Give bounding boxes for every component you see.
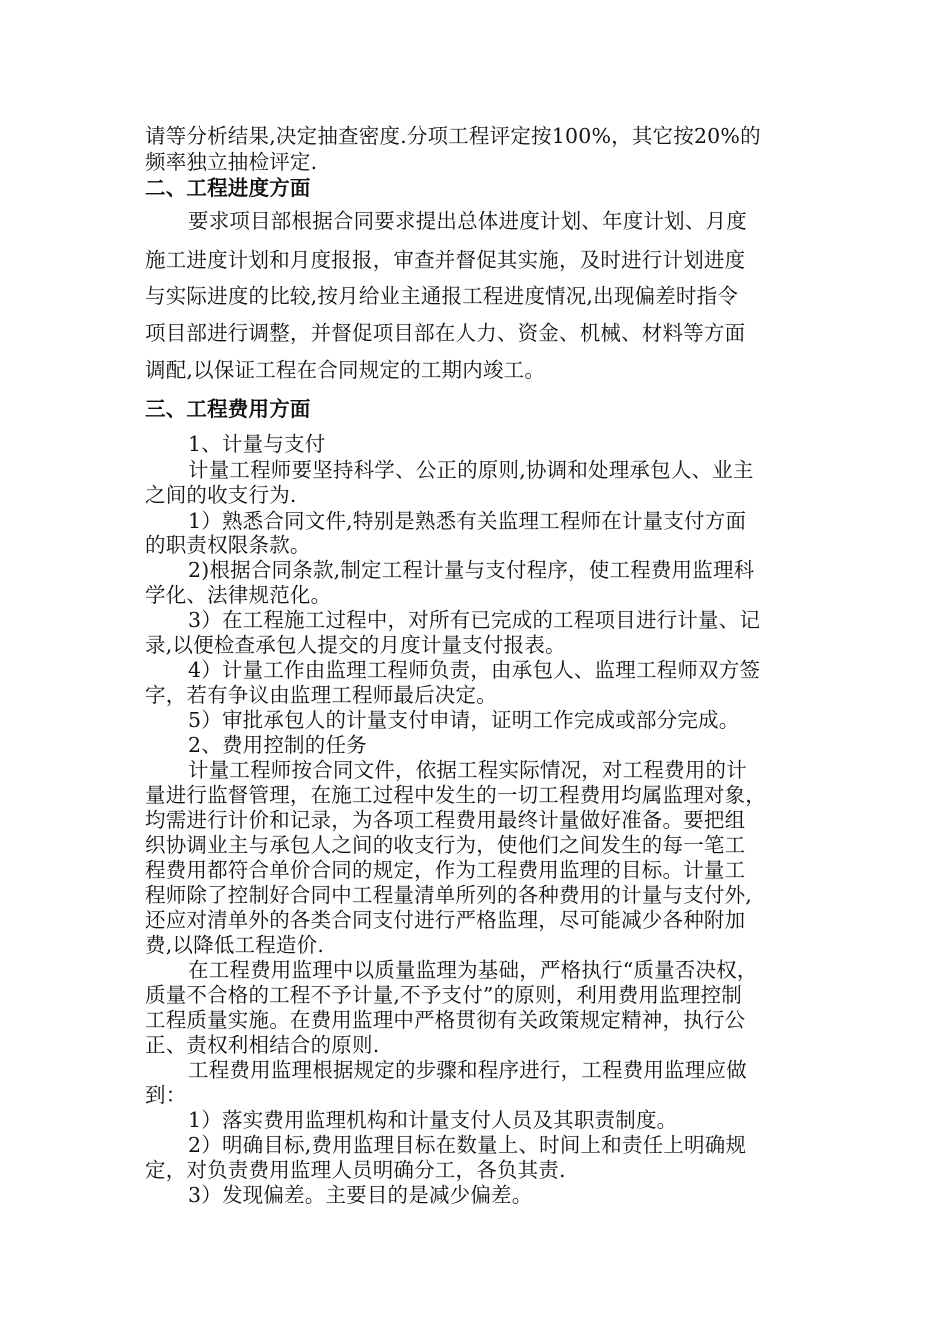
text-line: 要求项目部根据合同要求提出总体进度计划、年度计划、月度 bbox=[188, 209, 747, 233]
section-heading: 三、工程费用方面 bbox=[145, 397, 311, 421]
text-line: 工程质量实施。在费用监理中严格贯彻有关政策规定精神，执行公 bbox=[145, 1008, 746, 1032]
text-line: 还应对清单外的各类合同支付进行严格监理，尽可能减少各种附加 bbox=[145, 908, 746, 932]
text-line: 4）计量工作由监理工程师负责，由承包人、监理工程师双方签 bbox=[188, 658, 761, 682]
text-line: 计量工程师要坚持科学、公正的原则,协调和处理承包人、业主 bbox=[188, 458, 754, 482]
text-line: 工程费用监理根据规定的步骤和程序进行，工程费用监理应做 bbox=[188, 1058, 747, 1082]
text-line: 请等分析结果,决定抽查密度.分项工程评定按100%，其它按20%的 bbox=[145, 124, 761, 148]
text-line: 正、责权利相结合的原则. bbox=[145, 1033, 380, 1057]
subsection-heading: 2、费用控制的任务 bbox=[188, 733, 367, 757]
section-heading: 二、工程进度方面 bbox=[145, 176, 311, 200]
text-line: 程师除了控制好合同中工程量清单所列的各种费用的计量与支付外, bbox=[145, 883, 753, 907]
text-line: 质量不合格的工程不予计量,不予支付”的原则，利用费用监理控制 bbox=[145, 983, 742, 1007]
text-line: 施工进度计划和月度报报，审查并督促其实施，及时进行计划进度 bbox=[145, 248, 746, 272]
text-line: 计量工程师按合同文件，依据工程实际情况，对工程费用的计 bbox=[188, 758, 747, 782]
text-line: 量进行监督管理，在施工过程中发生的一切工程费用均属监理对象， bbox=[145, 783, 766, 807]
text-line: 2)根据合同条款,制定工程计量与支付程序，使工程费用监理科 bbox=[188, 558, 755, 582]
text-line: 字，若有争议由监理工程师最后决定。 bbox=[145, 683, 497, 707]
text-line: 在工程费用监理中以质量监理为基础，严格执行“质量否决权， bbox=[188, 958, 758, 982]
text-line: 之间的收支行为. bbox=[145, 483, 297, 507]
text-line: 程费用都符合单价合同的规定，作为工程费用监理的目标。计量工 bbox=[145, 858, 746, 882]
text-line: 1）熟悉合同文件,特别是熟悉有关监理工程师在计量支付方面 bbox=[188, 509, 747, 533]
text-line: 5）审批承包人的计量支付申请，证明工作完成或部分完成。 bbox=[188, 708, 740, 732]
text-line: 1）落实费用监理机构和计量支付人员及其职责制度。 bbox=[188, 1108, 678, 1132]
text-line: 均需进行计价和记录，为各项工程费用最终计量做好准备。要把组 bbox=[145, 808, 746, 832]
text-line: 费,以降低工程造价. bbox=[145, 933, 325, 957]
text-line: 录,以便检查承包人提交的月度计量支付报表。 bbox=[145, 633, 566, 657]
text-line: 调配,以保证工程在合同规定的工期内竣工。 bbox=[145, 358, 546, 382]
text-line: 织协调业主与承包人之间的收支行为，使他们之间发生的每一笔工 bbox=[145, 833, 746, 857]
text-line: 3）在工程施工过程中，对所有已完成的工程项目进行计量、记 bbox=[188, 608, 761, 632]
text-line: 2）明确目标,费用监理目标在数量上、时间上和责任上明确规 bbox=[188, 1133, 747, 1157]
subsection-heading: 1、计量与支付 bbox=[188, 432, 326, 456]
text-line: 项目部进行调整，并督促项目部在人力、资金、机械、材料等方面 bbox=[145, 321, 746, 345]
text-line: 到： bbox=[145, 1083, 187, 1107]
text-line: 3）发现偏差。主要目的是减少偏差。 bbox=[188, 1183, 533, 1207]
text-line: 的职责权限条款。 bbox=[145, 533, 311, 557]
text-line: 频率独立抽检评定. bbox=[145, 150, 318, 174]
text-line: 与实际进度的比较,按月给业主通报工程进度情况,出现偏差时指令 bbox=[145, 284, 739, 308]
text-line: 学化、法律规范化。 bbox=[145, 583, 332, 607]
text-line: 定，对负责费用监理人员明确分工，各负其责. bbox=[145, 1158, 566, 1182]
